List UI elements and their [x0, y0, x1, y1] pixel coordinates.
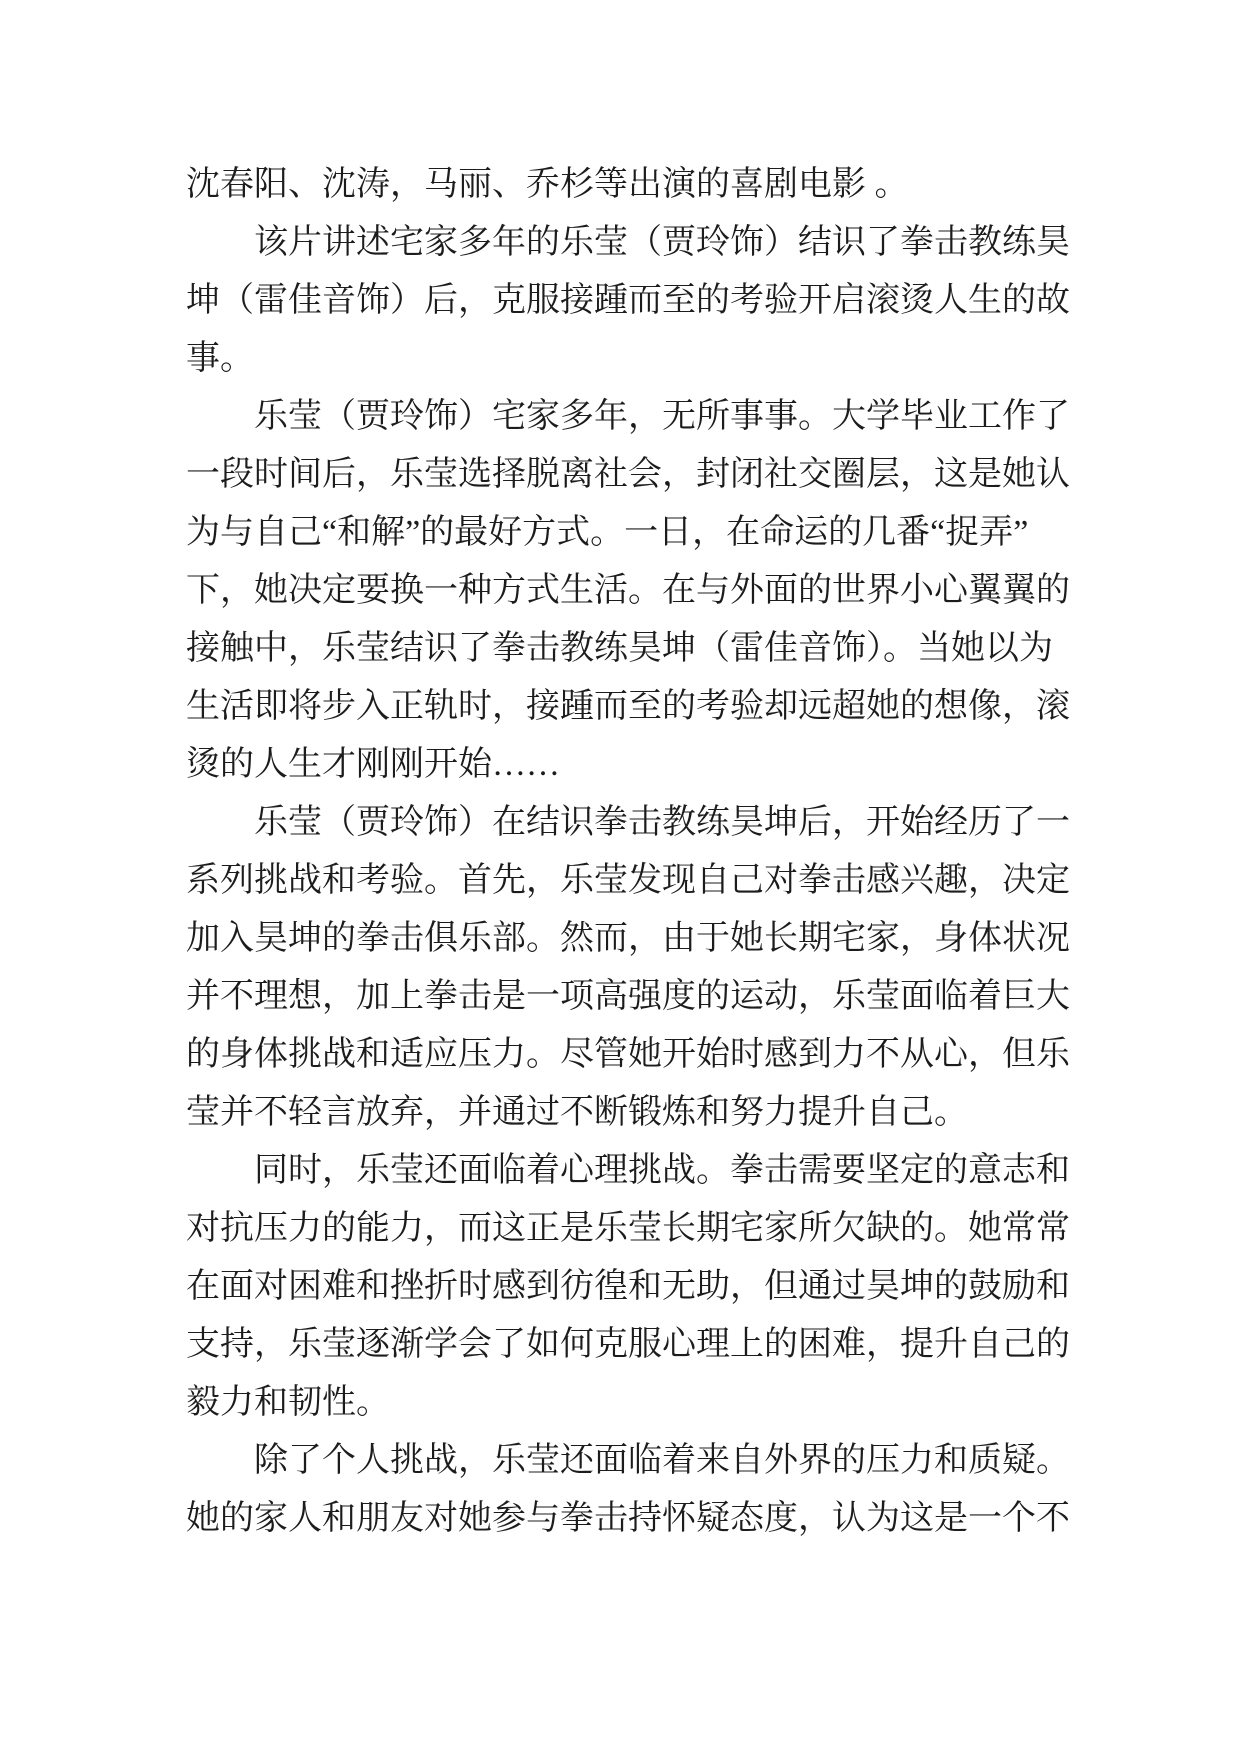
text-line: 为与自己“和解”的最好方式。一日，在命运的几番“捉弄” [186, 514, 1029, 551]
text-line: 该片讲述宅家多年的乐莹（贾玲饰）结识了拳击教练昊 [254, 224, 1070, 261]
text-line: 沈春阳、沈涛，马丽、乔杉等出演的喜剧电影 。 [186, 166, 909, 203]
text-line: 在面对困难和挫折时感到彷徨和无助，但通过昊坤的鼓励和 [186, 1268, 1070, 1305]
text-line: 烫的人生才刚刚开始…… [186, 746, 560, 783]
document-text-block [186, 156, 1070, 1548]
text-line: 对抗压力的能力，而这正是乐莹长期宅家所欠缺的。她常常 [186, 1210, 1070, 1247]
text-line: 一段时间后，乐莹选择脱离社会，封闭社交圈层，这是她认 [186, 456, 1070, 493]
text-line: 毅力和韧性。 [186, 1384, 390, 1421]
text-line: 莹并不轻言放弃，并通过不断锻炼和努力提升自己。 [186, 1094, 968, 1131]
text-line: 支持，乐莹逐渐学会了如何克服心理上的困难，提升自己的 [186, 1326, 1070, 1363]
text-line: 同时，乐莹还面临着心理挑战。拳击需要坚定的意志和 [254, 1152, 1070, 1189]
text-line: 加入昊坤的拳击俱乐部。然而，由于她长期宅家，身体状况 [186, 920, 1070, 957]
text-line: 系列挑战和考验。首先，乐莹发现自己对拳击感兴趣，决定 [186, 862, 1070, 899]
text-line: 下，她决定要换一种方式生活。在与外面的世界小心翼翼的 [186, 572, 1070, 609]
text-line: 除了个人挑战，乐莹还面临着来自外界的压力和质疑。 [254, 1442, 1070, 1479]
text-line: 并不理想，加上拳击是一项高强度的运动，乐莹面临着巨大 [186, 978, 1070, 1015]
text-line: 乐莹（贾玲饰）在结识拳击教练昊坤后，开始经历了一 [254, 804, 1070, 841]
text-line: 生活即将步入正轨时，接踵而至的考验却远超她的想像，滚 [186, 688, 1070, 725]
text-line: 坤（雷佳音饰）后，克服接踵而至的考验开启滚烫人生的故 [186, 282, 1070, 319]
text-line: 接触中，乐莹结识了拳击教练昊坤（雷佳音饰）。当她以为 [186, 630, 1053, 667]
text-line: 乐莹（贾玲饰）宅家多年，无所事事。大学毕业工作了 [254, 398, 1070, 435]
text-line: 事。 [186, 340, 254, 377]
text-line: 的身体挑战和适应压力。尽管她开始时感到力不从心，但乐 [186, 1036, 1070, 1073]
text-line: 她的家人和朋友对她参与拳击持怀疑态度，认为这是一个不 [186, 1500, 1070, 1537]
